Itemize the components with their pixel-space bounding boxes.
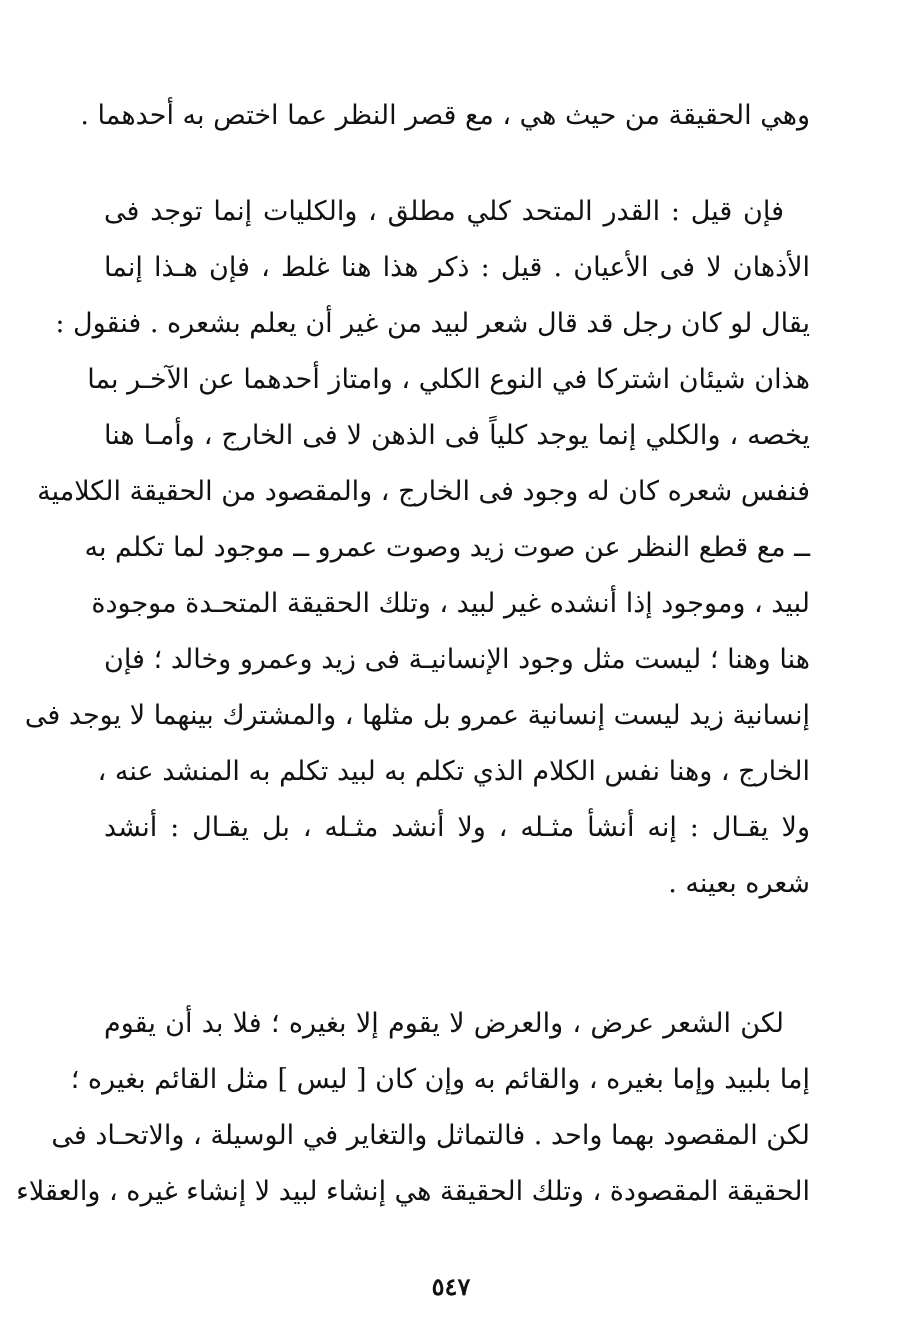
text-line: ولا يقـال : إنه أنشأ مثـله ، ولا أنشد مثـله ، بل يقـال : أنشد: [104, 812, 810, 843]
paragraph-1: [24, 184, 810, 912]
text-line: فإن قيل : القدر المتحد كلي مطلق ، والكليات إنما توجد فى: [104, 196, 784, 227]
text-line: الخارج ، وهنا نفس الكلام الذي تكلم به لبيد تكلم به المنشد عنه ،: [97, 756, 810, 787]
text-line: ــ مع قطع النظر عن صوت زيد وصوت عمرو ــ موجود لما تكلم به: [84, 532, 810, 563]
text-line: شعره بعينه .: [668, 868, 810, 899]
text-line: الأذهان لا فى الأعيان . قيل : ذكر هذا هنا غلط ، فإن هـذا إنما: [104, 252, 810, 283]
text-line: لبيد ، وموجود إذا أنشده غير لبيد ، وتلك الحقيقة المتحـدة موجودة: [91, 588, 810, 619]
text-line: فنفس شعره كان له وجود فى الخارج ، والمقصود من الحقيقة الكلامية: [37, 476, 810, 507]
text-line: إما بلبيد وإما بغيره ، والقائم به وإن كان [ ليس ] مثل القائم بغيره ؛: [70, 1064, 810, 1095]
text-line: لكن الشعر عرض ، والعرض لا يقوم إلا بغيره ؛ فلا بد أن يقوم: [104, 1008, 784, 1039]
top-paragraph: [80, 88, 810, 144]
paragraph-2: [16, 996, 810, 1220]
page-number: ٥٤٧: [431, 1272, 471, 1301]
text-line: لكن المقصود بهما واحد . فالتماثل والتغاير في الوسيلة ، والاتحـاد فى: [51, 1120, 810, 1151]
text-line: وهي الحقيقة من حيث هي ، مع قصر النظر عما اختص به أحدهما .: [80, 100, 810, 131]
text-line: الحقيقة المقصودة ، وتلك الحقيقة هي إنشاء لبيد لا إنشاء غيره ، والعقلاء: [16, 1176, 810, 1207]
text-line: هنا وهنا ؛ ليست مثل وجود الإنسانيـة فى زيد وعمرو وخالد ؛ فإن: [104, 644, 810, 675]
text-line: إنسانية زيد ليست إنسانية عمرو بل مثلها ، والمشترك بينهما لا يوجد فى: [24, 700, 810, 731]
text-line: يخصه ، والكلي إنما يوجد كلياً فى الذهن لا فى الخارج ، وأمـا هنا: [104, 420, 810, 451]
text-line: هذان شيئان اشتركا في النوع الكلي ، وامتاز أحدهما عن الآخـر بما: [87, 364, 810, 395]
text-line: يقال لو كان رجل قد قال شعر لبيد من غير أن يعلم بشعره . فنقول :: [55, 308, 810, 339]
